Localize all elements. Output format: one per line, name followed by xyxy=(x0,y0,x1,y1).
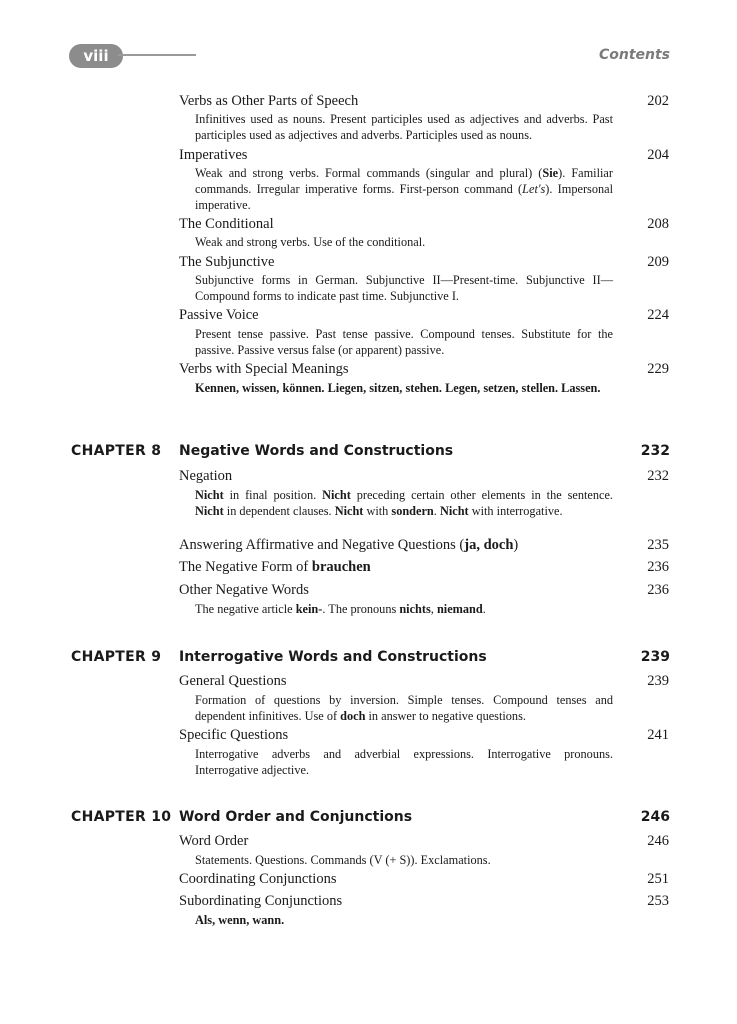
entry-description: Subjunctive forms in German. Subjunctive II—Present-time. Subjunctive II—Compound forms to indicate past time. Subjunctive I. xyxy=(195,273,613,303)
toc-entry-negation[interactable] xyxy=(179,468,669,485)
entry-title: Negation xyxy=(179,468,233,484)
chapter-page: 239 xyxy=(640,649,670,665)
chapter-title[interactable]: Word Order and Conjunctions xyxy=(179,809,413,825)
entry-page: 246 xyxy=(647,833,669,849)
entry-page: 229 xyxy=(647,361,669,377)
page-number-badge: viii xyxy=(69,44,123,68)
entry-page: 235 xyxy=(647,537,669,553)
toc-entry-answering-questions[interactable] xyxy=(179,537,669,554)
entry-page: 224 xyxy=(647,307,669,323)
entry-title: The Subjunctive xyxy=(179,254,275,270)
toc-entry-conditional[interactable] xyxy=(179,216,669,233)
entry-title: Specific Questions xyxy=(179,727,289,743)
entry-description: Nicht in final position. Nicht preceding certain other elements in the sentence. Nicht in dependent clauses. Nicht with sondern. Nicht with interrogative. xyxy=(195,488,613,518)
chapter-label: CHAPTER 9 xyxy=(71,649,162,665)
entry-title: Subordinating Conjunctions xyxy=(179,893,343,909)
chapter-label: CHAPTER 8 xyxy=(71,443,162,459)
entry-description: Weak and strong verbs. Formal commands (singular and plural) (Sie). Familiar commands. Irregular imperative forms. First-person command (Let's). Impersonal imperative. xyxy=(195,166,614,212)
entry-title: Coordinating Conjunctions xyxy=(179,871,337,887)
chapter-title[interactable]: Negative Words and Constructions xyxy=(179,443,454,459)
entry-page: 253 xyxy=(647,893,669,909)
entry-title: Imperatives xyxy=(179,147,248,163)
entry-description: Infinitives used as nouns. Present participles used as adjectives and adverbs. Past participles used as adjectives and adverbs. Participles used as nouns. xyxy=(195,112,613,142)
section-title: Contents xyxy=(598,47,670,63)
entry-description: Interrogative adverbs and adverbial expressions. Interrogative pronouns. Interrogative adjective. xyxy=(195,747,613,777)
chapter-page: 246 xyxy=(640,809,670,825)
toc-entry-specific-questions[interactable] xyxy=(179,727,669,744)
entry-title: Other Negative Words xyxy=(179,582,309,598)
chapter-title[interactable]: Interrogative Words and Constructions xyxy=(179,649,487,665)
entry-description: Present tense passive. Past tense passive. Compound tenses. Substitute for the passive. Passive versus false (or apparent) passive. xyxy=(195,327,613,357)
entry-page: 208 xyxy=(647,216,669,232)
entry-description: Formation of questions by inversion. Simple tenses. Compound tenses and dependent infinitives. Use of doch in answer to negative questions. xyxy=(195,693,613,723)
entry-page: 236 xyxy=(647,582,669,598)
toc-entry-passive-voice[interactable] xyxy=(179,307,669,324)
entry-page: 202 xyxy=(647,93,669,109)
entry-page: 251 xyxy=(647,871,669,887)
entry-title: Answering Affirmative and Negative Questions (ja, doch) xyxy=(179,537,519,553)
chapter-page: 232 xyxy=(640,443,670,459)
chapter-label: CHAPTER 10 xyxy=(71,809,172,825)
entry-page: 204 xyxy=(647,147,669,163)
entry-title: General Questions xyxy=(179,673,287,689)
toc-entry-general-questions[interactable] xyxy=(179,673,669,690)
entry-description: Als, wenn, wann. xyxy=(195,913,285,927)
toc-entry-word-order[interactable] xyxy=(179,833,669,850)
entry-title: Verbs with Special Meanings xyxy=(179,361,349,377)
entry-title: Passive Voice xyxy=(179,307,259,323)
toc-entry-imperatives[interactable] xyxy=(179,147,669,164)
entry-page: 241 xyxy=(647,727,669,743)
entry-page: 236 xyxy=(647,559,669,575)
toc-entry-subjunctive[interactable] xyxy=(179,254,669,271)
entry-title: Word Order xyxy=(179,833,249,849)
entry-title: The Negative Form of brauchen xyxy=(179,559,371,575)
toc-entry-other-negative-words[interactable] xyxy=(179,582,669,599)
entry-description: The negative article kein-. The pronouns nichts, niemand. xyxy=(195,602,486,616)
entry-page: 239 xyxy=(647,673,669,689)
toc-entry-coordinating-conjunctions[interactable] xyxy=(179,871,669,888)
header-rule xyxy=(118,54,196,56)
entry-description: Weak and strong verbs. Use of the conditional. xyxy=(195,235,426,249)
toc-entry-verbs-other-parts[interactable] xyxy=(179,93,669,110)
entry-page: 232 xyxy=(647,468,669,484)
entry-title: Verbs as Other Parts of Speech xyxy=(179,93,359,109)
entry-page: 209 xyxy=(647,254,669,270)
entry-description: Statements. Questions. Commands (V (+ S)). Exclamations. xyxy=(195,853,491,867)
toc-entry-negative-brauchen[interactable] xyxy=(179,559,669,576)
toc-entry-subordinating-conjunctions[interactable] xyxy=(179,893,669,910)
entry-title: The Conditional xyxy=(179,216,274,232)
toc-entry-special-meanings[interactable] xyxy=(179,361,669,378)
entry-description: Kennen, wissen, können. Liegen, sitzen, stehen. Legen, setzen, stellen. Lassen. xyxy=(195,381,601,395)
